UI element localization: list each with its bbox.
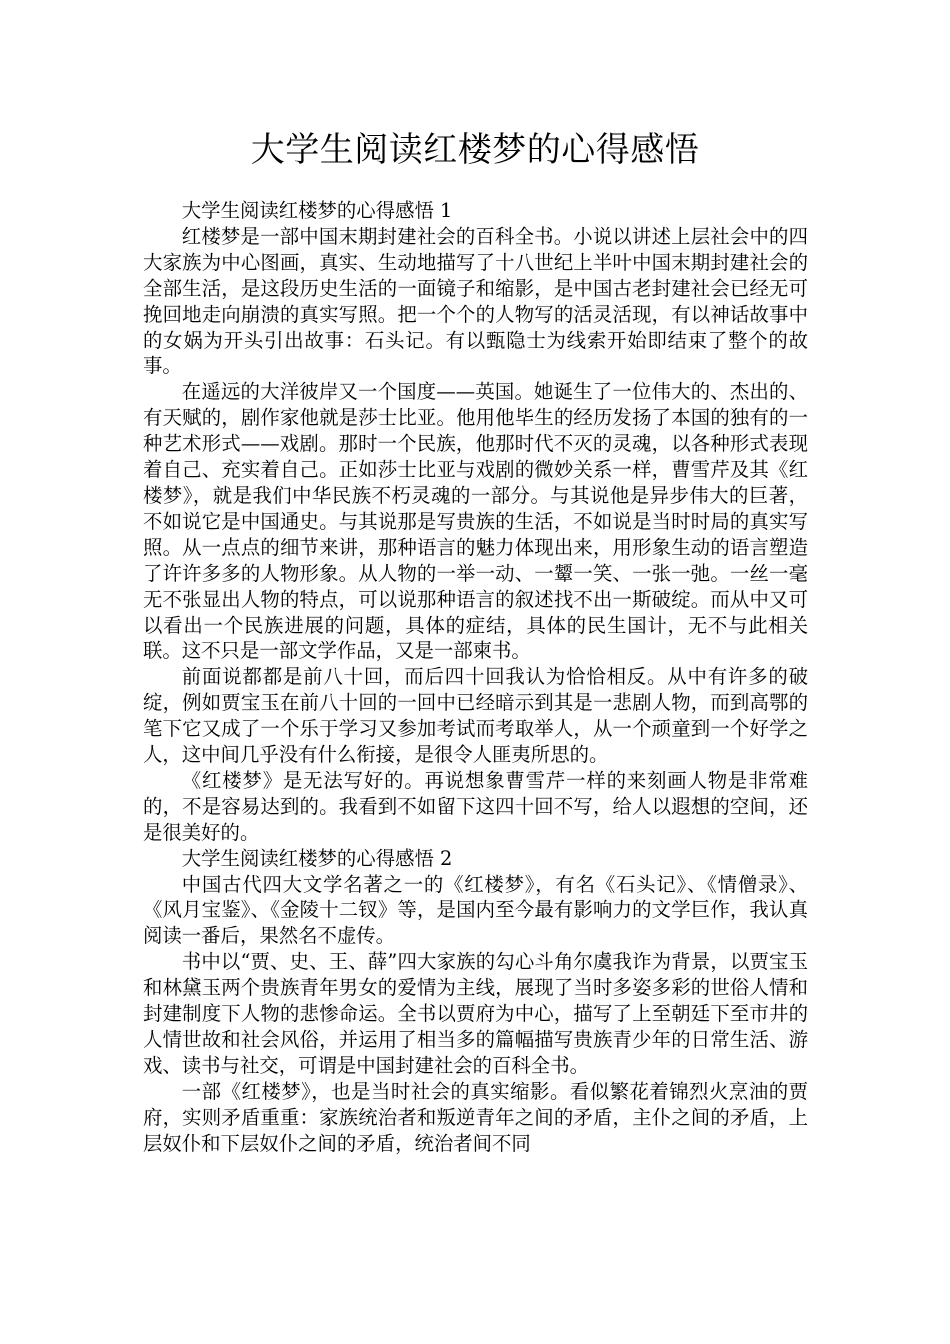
paragraph: 在遥远的大洋彼岸又一个国度——英国。她诞生了一位伟大的、杰出的、有天赋的，剧作家他就是莎士比亚。他用他毕生的经历发扬了本国的独有的一种艺术形式——戏剧。那时一个民族，他那时代不灭的灵魂，以各种形式表现着自己、充实着自己。正如莎士比亚与戏剧的微妙关系一样，曹雪芹及其《红楼梦》，就是我们中华民族不朽灵魂的一部分。与其说他是异步伟大的巨著，不如说它是中国通史。与其说那是写贵族的生活，不如说是当时时局的真实写照。从一点点的细节来讲，那种语言的魅力体现出来，用形象生动的语言塑造了许许多多的人物形象。从人物的一举一动、一颦一笑、一张一弛。一丝一毫无不张显出人物的特点，可以说那种语言的叙述找不出一斯破绽。而从中又可以看出一个民族进展的问题，具体的症结，具体的民生国计，无不与此相关联。这不只是一部文学作品，又是一部柬书。 (143, 380, 808, 663)
paragraph: 《红楼梦》是无法写好的。再说想象曹雪芹一样的来刻画人物是非常难的，不是容易达到的。我看到不如留下这四十回不写，给人以遐想的空间，还是很美好的。 (143, 768, 808, 844)
paragraph: 一部《红楼梦》，也是当时社会的真实缩影。看似繁花着锦烈火烹油的贾府，实则矛盾重重：家族统治者和叛逆青年之间的矛盾，主仆之间的矛盾，上层奴仆和下层奴仆之间的矛盾，统治者间不同 (143, 1079, 808, 1155)
paragraph: 书中以“贾、史、王、薛”四大家族的勾心斗角尔虞我诈为背景，以贾宝玉和林黛玉两个贵族青年男女的爱情为主线，展现了当时多姿多彩的世俗人情和封建制度下人物的悲惨命运。全书以贾府为中心，描写了上至朝廷下至市井的人情世故和社会风俗，并运用了相当多的篇幅描写贵族青少年的日常生活、游戏、读书与社交，可谓是中国封建社会的百科全书。 (143, 950, 808, 1077)
section-heading-2: 大学生阅读红楼梦的心得感悟 2 (181, 846, 453, 870)
paragraph: 中国古代四大文学名著之一的《红楼梦》，有名《石头记》、《情僧录》、《风月宝鉴》、《金陵十二钗》等，是国内至今最有影响力的文学巨作，我认真阅读一番后，果然名不虚传。 (143, 872, 808, 948)
document-title: 大学生阅读红楼梦的心得感悟 (250, 130, 700, 170)
paragraph: 红楼梦是一部中国末期封建社会的百科全书。小说以讲述上层社会中的四大家族为中心图画，真实、生动地描写了十八世纪上半叶中国末期封建社会的全部生活，是这段历史生活的一面镜子和缩影，是中国古老封建社会已经无可挽回地走向崩溃的真实写照。把一个个的人物写的活灵活现，有以神话故事中的女娲为开头引出故事：石头记。有以甄隐士为线索开始即结束了整个的故事。 (143, 224, 808, 378)
document-body (143, 198, 808, 1157)
paragraph: 前面说都都是前八十回，而后四十回我认为恰恰相反。从中有许多的破绽，例如贾宝玉在前八十回的一回中已经暗示到其是一悲剧人物，而到高鄂的笔下它又成了一个乐于学习又参加考试而考取举人，从一个顽童到一个好学之人，这中间几乎没有什么衔接，是很令人匪夷所思的。 (143, 665, 808, 767)
section-heading-1: 大学生阅读红楼梦的心得感悟 1 (181, 199, 453, 222)
